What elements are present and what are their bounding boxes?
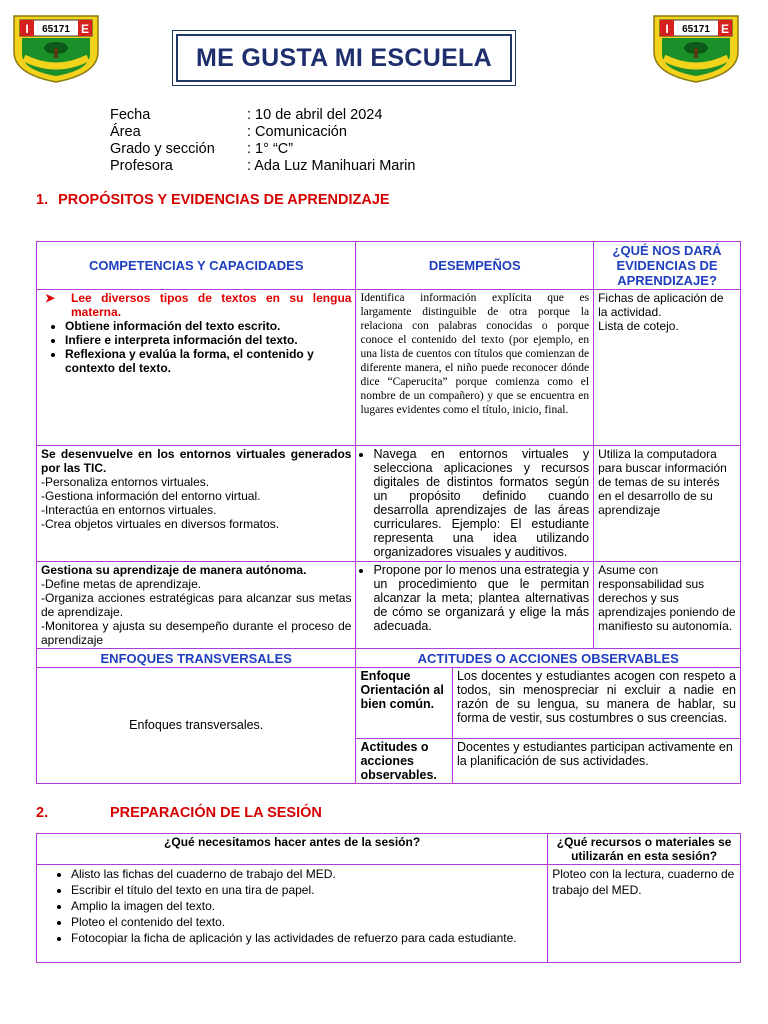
desempeno-2: • Navega en entornos virtuales y selecciona aplicaciones y recursos digitales de distintos formatos según un propósito definido cuando desarrolla aprendizajes de las áreas curriculares. Ejemplo: El estudiante representa una idea utilizando organizadores visuales y auditivos. xyxy=(373,447,589,559)
preparation-table xyxy=(36,833,741,963)
grado-label: Grado y sección xyxy=(110,141,215,157)
actitudes-text: Docentes y estudiantes participan activamente en la planificación de sus actividades. xyxy=(452,738,740,783)
header-desempenos: DESEMPEÑOS xyxy=(356,242,594,290)
fecha-label: Fecha xyxy=(110,107,151,123)
table-header-row xyxy=(37,834,741,865)
info-area xyxy=(110,124,347,141)
area-label: Área xyxy=(110,124,141,140)
section-2-heading xyxy=(36,805,322,821)
desempeno-3-list xyxy=(360,563,589,633)
list-item: • Alisto las fichas del cuaderno de trabajo del MED. xyxy=(71,866,543,882)
school-crest-icon xyxy=(650,12,742,84)
list-item: • Escribir el título del texto en una tira de papel. xyxy=(71,882,543,898)
capacidad: -Monitorea y ajusta su desempeño durante el proceso de aprendizaje xyxy=(41,619,352,647)
section-1-title: PROPÓSITOS Y EVIDENCIAS DE APRENDIZAJE xyxy=(58,192,390,208)
table-row xyxy=(37,668,741,784)
profesora-label: Profesora xyxy=(110,158,173,174)
school-logo-right xyxy=(650,12,742,84)
table-row xyxy=(37,290,741,446)
svg-text:I: I xyxy=(665,22,669,36)
list-item: • Ploteo el contenido del texto. xyxy=(71,914,543,930)
capacidad: -Define metas de aprendizaje. xyxy=(41,577,202,591)
profesora-value: : Ada Luz Manihuari Marin xyxy=(247,158,416,174)
competencia-1: ➤ Lee diversos tipos de textos en su lengua materna. xyxy=(45,291,352,319)
capacidad: -Crea objetos virtuales en diversos formatos. xyxy=(41,517,280,531)
capacidad: -Interactúa en entornos virtuales. xyxy=(41,503,217,517)
list-item: • Reflexiona y evalúa la forma, el contenido y contexto del texto. xyxy=(65,347,351,375)
svg-text:65171: 65171 xyxy=(42,24,70,35)
header-antes: ¿Qué necesitamos hacer antes de la sesión? xyxy=(37,834,548,865)
evidencia-2: Utiliza la computadora para buscar información de temas de su interés en el desarrollo de su aprendizaje xyxy=(594,446,741,562)
svg-text:E: E xyxy=(720,22,730,36)
purposes-table xyxy=(36,241,741,784)
competencia-3: Gestiona su aprendizaje de manera autónoma. xyxy=(41,563,307,577)
desempeno-3: • Propone por lo menos una estrategia y un procedimiento que le permitan alcanzar la meta; plantea alternativas de cómo se organizará y elige la más adecuada. xyxy=(373,563,589,633)
desempeno-1: Identifica información explícita que es largamente distinguible de otra porque la relaciona con palabras conocidas o porque conoce el contenido del texto (por ejemplo, en una lista de cuentos con títulos que comienzan de diferente manera, el niño puede reconocer dónde dice “Caperucita” porque comienza como el nombre de un compañero) y que se encuentra en lugares evidentes como el título, inicio, final. xyxy=(356,290,594,446)
table-row xyxy=(356,738,740,783)
preparation-list xyxy=(41,866,543,946)
fecha-value: : 10 de abril del 2024 xyxy=(247,107,383,123)
section-1-number: 1. xyxy=(36,192,49,208)
info-fecha xyxy=(110,107,382,124)
grado-value: : 1° “C” xyxy=(247,141,294,157)
evidencia-1: Fichas de aplicación de la actividad. Lista de cotejo. xyxy=(594,290,741,446)
svg-text:65171: 65171 xyxy=(682,24,710,35)
table-row xyxy=(37,446,741,562)
actitudes-header: ACTITUDES O ACCIONES OBSERVABLES xyxy=(356,649,741,668)
table-header-row xyxy=(37,242,741,290)
recursos-text: Ploteo con la lectura, cuaderno de trabajo del MED. xyxy=(548,865,741,963)
info-profesora xyxy=(110,158,415,175)
enfoques-header: ENFOQUES TRANSVERSALES xyxy=(37,649,356,668)
capacidad: -Gestiona información del entorno virtual. xyxy=(41,489,261,503)
enfoque-text: Los docentes y estudiantes acogen con respeto a todos, sin menospreciar ni excluir a nadie en razón de su lengua, su manera de hablar, su forma de vestir, sus costumbres o sus creencias. xyxy=(452,668,740,738)
section-2-title: PREPARACIÓN DE LA SESIÓN xyxy=(110,805,322,821)
school-crest-icon xyxy=(10,12,102,84)
title-box xyxy=(176,34,512,82)
list-item: • Amplio la imagen del texto. xyxy=(71,898,543,914)
svg-text:E: E xyxy=(80,22,90,36)
capacidad: -Organiza acciones estratégicas para alcanzar sus metas de aprendizaje. xyxy=(41,591,352,619)
area-value: : Comunicación xyxy=(247,124,347,140)
table-row xyxy=(356,668,740,738)
svg-text:I: I xyxy=(25,22,29,36)
school-logo-left xyxy=(10,12,102,84)
section-2-number: 2. xyxy=(36,805,49,821)
section-1-heading xyxy=(36,192,390,208)
info-grado xyxy=(110,141,293,158)
table-row xyxy=(37,562,741,649)
enfoque-label: Enfoque Orientación al bien común. xyxy=(356,668,452,738)
arrow-bullet-icon: ➤ xyxy=(45,291,56,305)
table-row xyxy=(37,865,741,963)
page-title: ME GUSTA MI ESCUELA xyxy=(196,43,492,72)
enfoques-subtable xyxy=(356,668,740,783)
enfoques-text: Enfoques transversales. xyxy=(37,668,356,784)
table-row xyxy=(37,649,741,668)
list-item: • Fotocopiar la ficha de aplicación y las actividades de refuerzo para cada estudiante. xyxy=(71,930,543,946)
header-recursos: ¿Qué recursos o materiales se utilizarán en esta sesión? xyxy=(548,834,741,865)
evidencia-3: Asume con responsabilidad sus derechos y sus aprendizajes poniendo de manifiesto su autonomía. xyxy=(594,562,741,649)
list-item: • Infiere e interpreta información del texto. xyxy=(65,333,351,347)
header-evidencias: ¿QUÉ NOS DARÁ EVIDENCIAS DE APRENDIZAJE? xyxy=(594,242,741,290)
desempeno-2-list xyxy=(360,447,589,559)
actitudes-label: Actitudes o acciones observables. xyxy=(356,738,452,783)
capacidades-list-1 xyxy=(41,319,351,375)
capacidad: -Personaliza entornos virtuales. xyxy=(41,475,210,489)
list-item: • Obtiene información del texto escrito. xyxy=(65,319,351,333)
competencia-2: Se desenvuelve en los entornos virtuales generados por las TIC. xyxy=(41,447,352,475)
header-competencias: COMPETENCIAS Y CAPACIDADES xyxy=(37,242,356,290)
